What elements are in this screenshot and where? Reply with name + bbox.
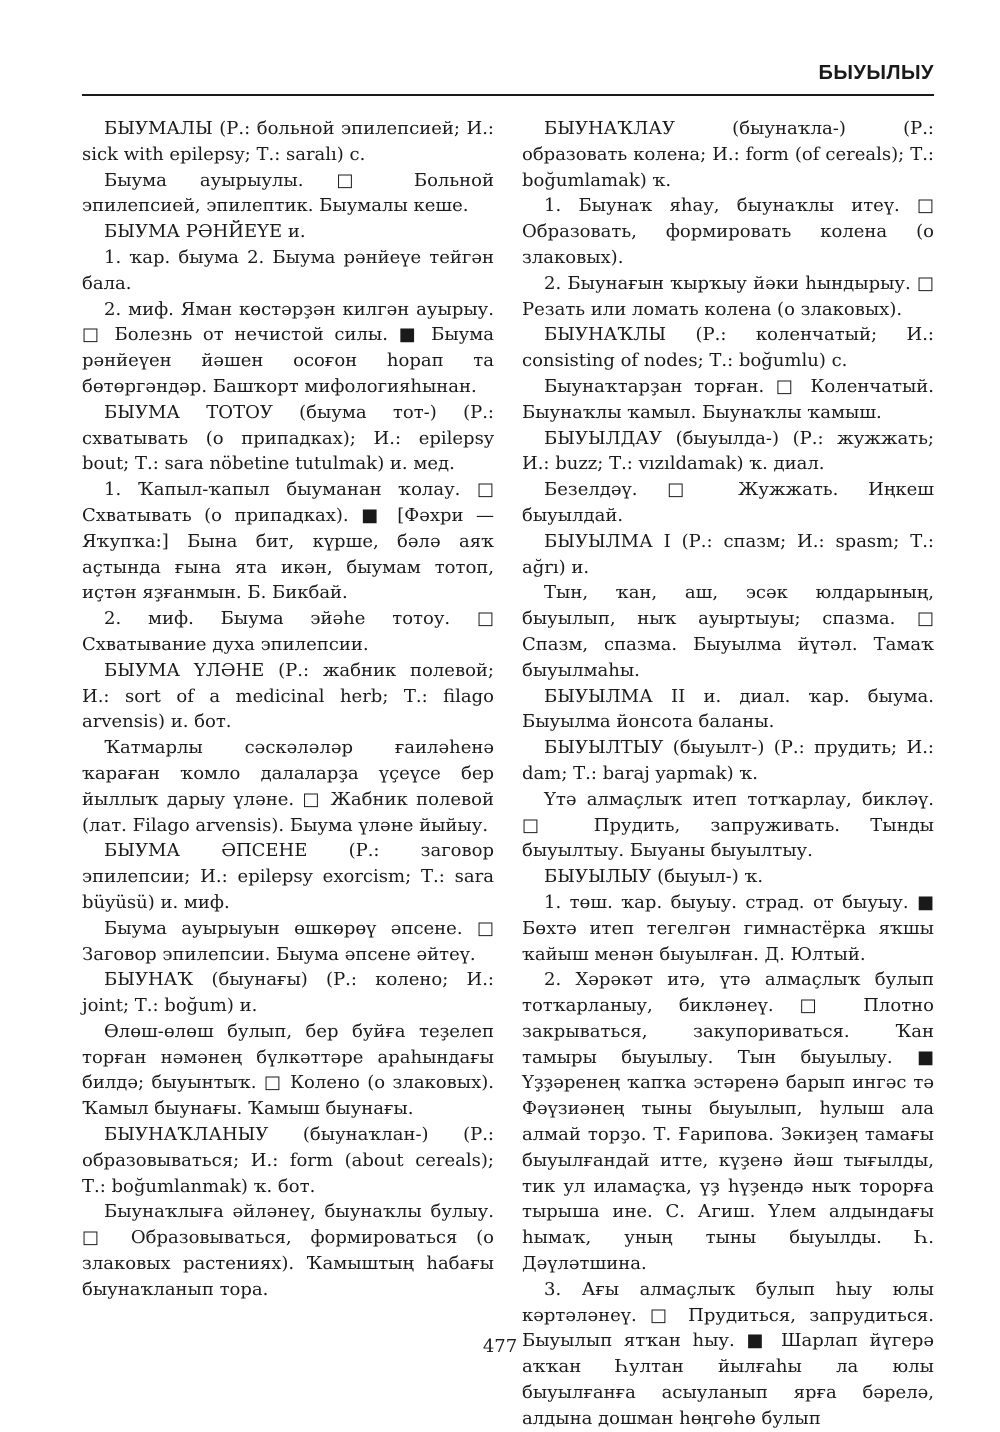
entry-paragraph: 2. миф. Яман көстәрҙән килгән ауырыу. □ Болезнь от нечистой силы. ■ Быума рәнйеүен йәшен осоғон һорап та бөтөргәндәр. Башҡорт мифологияһынан. [82, 298, 494, 397]
entry-paragraph: 2. Быунағын ҡырҡыу йәки һындырыу. □ Резать или ломать колена (о злаковых). [522, 272, 934, 320]
entry-paragraph: Быума ауырыулы. □ Больной эпилепсией, эпилептик. Быумалы кеше. [82, 169, 494, 217]
dictionary-entry: БЫУНАҠЛАУ (быунаҡла-) (Р.: образовать колена; И.: form (of cereals); Т.: boğumlamak) ҡ. [522, 118, 934, 191]
dictionary-entry: БЫУМА ӘПСЕНЕ (Р.: заговор эпилепсии; И.: epilepsy exorcism; Т.: sara büyüsü) и. миф. [82, 840, 494, 913]
dictionary-entry: БЫУЫЛЫУ (быуыл-) ҡ. [544, 866, 764, 888]
entry-paragraph: Өлөш-өлөш булып, бер буйға теҙелеп торған нәмәнең бүлкәттәре араһындағы билдә; быуынтыҡ. □ Колено (о злаковых). Ҡамыл быунағы. Ҡамыш быунағы. [82, 1020, 494, 1120]
entry-paragraph: Быунаҡлыға әйләнеү, быунаҡлы булыу. □ Образовываться, формироваться (о злаковых растениях). Ҡамыштың һабағы быунаҡланып тора. [82, 1201, 494, 1300]
dictionary-entry: БЫУНАҠ (быунағы) (Р.: колено; И.: joint; Т.: boğum) и. [82, 969, 494, 1017]
entry-paragraph: Быунаҡтарҙан торған. □ Коленчатый. Быунаҡлы ҡамыл. Быунаҡлы ҡамыш. [522, 375, 934, 423]
running-head-title: БЫУЫЛЫУ [818, 62, 934, 84]
entry-paragraph: Тын, ҡан, аш, эсәк юлдарының, быуылып, ныҡ ауыртыуы; спазма. □ Спазм, спазма. Быуылма йүтәл. Тамаҡ быуылмаһы. [522, 582, 934, 681]
running-header [82, 58, 934, 96]
left-column [82, 116, 494, 1303]
dictionary-entry: БЫУМА ТОТОУ (быума тот-) (Р.: схватывать (о припадках); И.: epilepsy bout; Т.: sara nöbetine tutulmak) и. мед. [82, 401, 494, 475]
page-number: 477 [482, 1336, 518, 1357]
dictionary-entry: БЫУЫЛДАУ (быуылда-) (Р.: жужжать; И.: buzz; Т.: vızıldamak) ҡ. диал. [522, 427, 934, 475]
entry-paragraph: 2. миф. Быума эйәһе тотоу. □ Схватывание духа эпилепсии. [82, 608, 494, 655]
dictionary-entry: БЫУНАҠЛЫ (Р.: коленчатый; И.: consisting of nodes; Т.: boğumlu) с. [522, 324, 934, 372]
dictionary-entry: БЫУМАЛЫ (Р.: больной эпилепсией; И.: sick with epilepsy; Т.: saralı) с. [82, 118, 494, 165]
right-column [522, 116, 934, 1432]
entry-paragraph: 1. Ҡапыл-ҡапыл быуманан ҡолау. □ Схватывать (о припадках). ■ [Фәхри — Яҡупҡа:] Бына бит, күрше, бәлә аяҡ аҫтында ғына ята икән, быумам тотоп, иҫтән яҙғанмын. Б. Бикбай. [82, 479, 494, 604]
entry-paragraph: Безелдәү. □ Жужжать. Иңкеш быуылдай. [522, 479, 934, 526]
dictionary-entry: БЫУЫЛМА II и. диал. ҡар. быума. Быуылма йонсота баланы. [522, 685, 934, 733]
entry-paragraph: 1. Быунаҡ яһау, быунаҡлы итеү. □ Образовать, формировать колена (о злаковых). [522, 195, 934, 268]
entry-paragraph: Үтә алмаҫлыҡ итеп тотҡарлау, бикләү. □ Прудить, запруживать. Тынды быуылтыу. Быуаны быуылтыу. [522, 788, 934, 862]
entry-paragraph: 1. ҡар. быума 2. Быума рәнйеүе тейгән бала. [82, 246, 494, 294]
entry-paragraph: 3. Ағы алмаҫлыҡ булып һыу юлы кәртәләнеү. □ Прудиться, запрудиться. Быуылып ятҡан һыу. ■ Шарлап йүгерә аҡҡан Һултан йылғаһы ла юлы быуылғанға асыуланып ярға бәрелә, алдына дошман һөңгөһө булып [522, 1278, 934, 1429]
dictionary-entry: БЫУЫЛТЫУ (быуылт-) (Р.: прудить; И.: dam; Т.: baraj yapmak) ҡ. [522, 737, 934, 784]
entry-paragraph: 1. төш. ҡар. быуыу. страд. от быуыу. ■ Бөхтә итеп тегелгән гимнастёрка яҡшы ҡайыш менән быуылған. Д. Юлтый. [522, 891, 934, 965]
dictionary-entry: БЫУНАҠЛАНЫУ (быунаҡлан-) (Р.: образовываться; И.: form (about cereals); Т.: boğumlanmak) ҡ. бот. [82, 1124, 494, 1197]
entry-paragraph: Ҡатмарлы сәскәләләр ғаиләһенә ҡараған ҡомло далаларҙа үҫеүсе бер йыллыҡ дарыу үләне. □ Жабник полевой (лат. Filago arvensis). Быума үләне йыйыу. [82, 737, 494, 836]
entry-paragraph: 2. Хәрәкәт итә, үтә алмаҫлыҡ булып тотҡарланыу, бикләнеү. □ Плотно закрываться, закупориваться. Ҡан тамыры быуылыу. Тын быуылыу. ■ Үҙҙәренең ҡапҡа эстәренә барып ингәс тә Фәүзиәнең тыны быуылып, һулыш ала алмай торҙо. Т. Ғарипова. Зәкиҙең тамағы быуылғандай итте, күҙенә йәш тығылды, тик ул иламаҫҡа, үҙ һүҙендә ныҡ торорға тырыша ине. С. Агиш. Үлем алдындағы һымаҡ, уның тыны быуылды. Һ. Дәүләтшина. [522, 969, 934, 1275]
dictionary-entry: БЫУЫЛМА I (Р.: спазм; И.: spasm; Т.: ağrı) и. [522, 530, 934, 578]
entry-paragraph: Быума ауырыуын өшкөрөү әпсене. □ Заговор эпилепсии. Быума әпсене әйтеү. [82, 917, 494, 965]
dictionary-entry: БЫУМА РӘНЙЕҮЕ и. [104, 221, 306, 243]
dictionary-entry: БЫУМА ҮЛӘНЕ (Р.: жабник полевой; И.: sort of a medicinal herb; Т.: filago arvensis) и. бот. [82, 659, 494, 733]
